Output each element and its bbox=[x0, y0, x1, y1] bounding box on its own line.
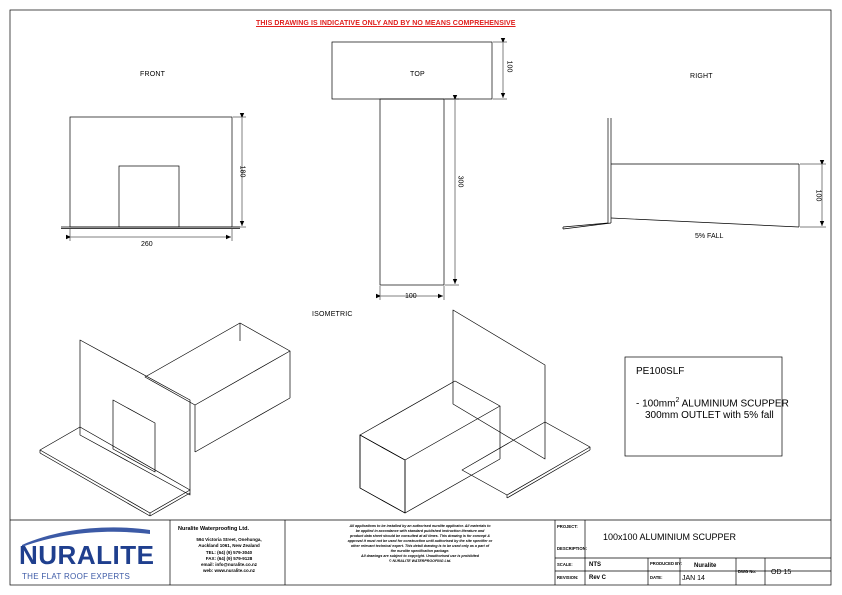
front-height-dimension: 180 bbox=[238, 165, 246, 178]
project-label: PROJECT: bbox=[557, 524, 578, 529]
front-width-dimension: 260 bbox=[141, 241, 153, 248]
address-line: web: www.nuralite.co.nz bbox=[202, 568, 256, 574]
revision-value: Rev C bbox=[589, 575, 607, 581]
address-line: FAX: (64) (9) 579-9128 bbox=[205, 555, 253, 561]
disclaimer-warning: THIS DRAWING IS INDICATIVE ONLY AND BY NO MEANS COMPREHENSIVE bbox=[256, 20, 516, 27]
note-line: All applications to be installed by an authorised nuralite applicator. All materials to bbox=[349, 524, 491, 528]
spec-line-1-sup: 2 bbox=[675, 397, 680, 404]
front-view bbox=[61, 117, 246, 241]
drawing-number-label: DWG No: bbox=[738, 569, 757, 574]
top-length-dimension: 300 bbox=[456, 175, 464, 188]
spec-line-1-text: - 100mm bbox=[636, 398, 676, 410]
note-line: approval it must not be used for construction until authorised by the site specifier or bbox=[347, 539, 493, 543]
date-label: DATE: bbox=[650, 575, 663, 580]
project-value: 100x100 ALUMINIUM SCUPPER bbox=[603, 532, 737, 542]
produced-by-label: PRODUCED BY: bbox=[650, 561, 683, 566]
note-line: other relevant technical expert. This detail drawing is to be used only as a part of bbox=[350, 544, 490, 548]
company-name: Nuralite Waterproofing Ltd. bbox=[178, 526, 249, 532]
scale-label: SCALE: bbox=[557, 562, 573, 567]
company-address bbox=[184, 537, 274, 575]
address-line: email: info@nuralite.co.nz bbox=[201, 562, 257, 568]
note-line: product data sheet should be consulted at all times. This drawing is for concept & bbox=[350, 534, 490, 538]
right-view bbox=[563, 118, 826, 229]
top-view-label: TOP bbox=[410, 71, 425, 78]
top-view bbox=[332, 42, 507, 300]
spec-line-1-rest: ALUMINIUM SCUPPER bbox=[679, 398, 789, 410]
spec-code: PE100SLF bbox=[636, 366, 685, 377]
top-head-dimension: 100 bbox=[505, 60, 513, 73]
address-line: 594 Victoria Street, Onehunga, bbox=[196, 537, 262, 542]
note-line: All drawings are subject to copyright. Unauthorised use is prohibited bbox=[360, 554, 479, 558]
nuralite-logo: NURALITE bbox=[19, 540, 155, 570]
isometric-view-label: ISOMETRIC bbox=[312, 311, 353, 318]
note-line: the nuralite specification package. bbox=[390, 549, 450, 553]
spec-line-2: 300mm OUTLET with 5% fall bbox=[645, 410, 774, 421]
note-line: © NURALITE WATERPROOFING Ltd. bbox=[388, 559, 452, 563]
produced-by-value: Nuralite bbox=[694, 563, 717, 569]
isometric-view-right bbox=[360, 310, 590, 513]
address-line: Auckland 1061, New Zealand bbox=[198, 543, 260, 549]
note-line: be applied in accordance with standard published instruction literature and bbox=[355, 529, 485, 533]
sheet-border bbox=[10, 10, 831, 585]
top-width-dimension: 100 bbox=[405, 293, 417, 300]
front-view-label: FRONT bbox=[140, 71, 166, 78]
description-label: DESCRIPTION: bbox=[557, 546, 588, 551]
drawing-number-value: OD 15 bbox=[771, 569, 792, 576]
right-view-label: RIGHT bbox=[690, 73, 713, 80]
right-fall-note: 5% FALL bbox=[695, 233, 724, 240]
logo-tagline: THE FLAT ROOF EXPERTS bbox=[22, 572, 131, 581]
date-value: JAN 14 bbox=[682, 575, 705, 582]
legal-notes bbox=[291, 524, 549, 564]
scale-value: NTS bbox=[589, 562, 601, 568]
isometric-view-left bbox=[40, 323, 290, 516]
address-line: TEL: (64) (9) 579-3040 bbox=[205, 549, 253, 555]
right-height-dimension: 100 bbox=[814, 189, 822, 202]
revision-label: REVISION: bbox=[557, 575, 579, 580]
